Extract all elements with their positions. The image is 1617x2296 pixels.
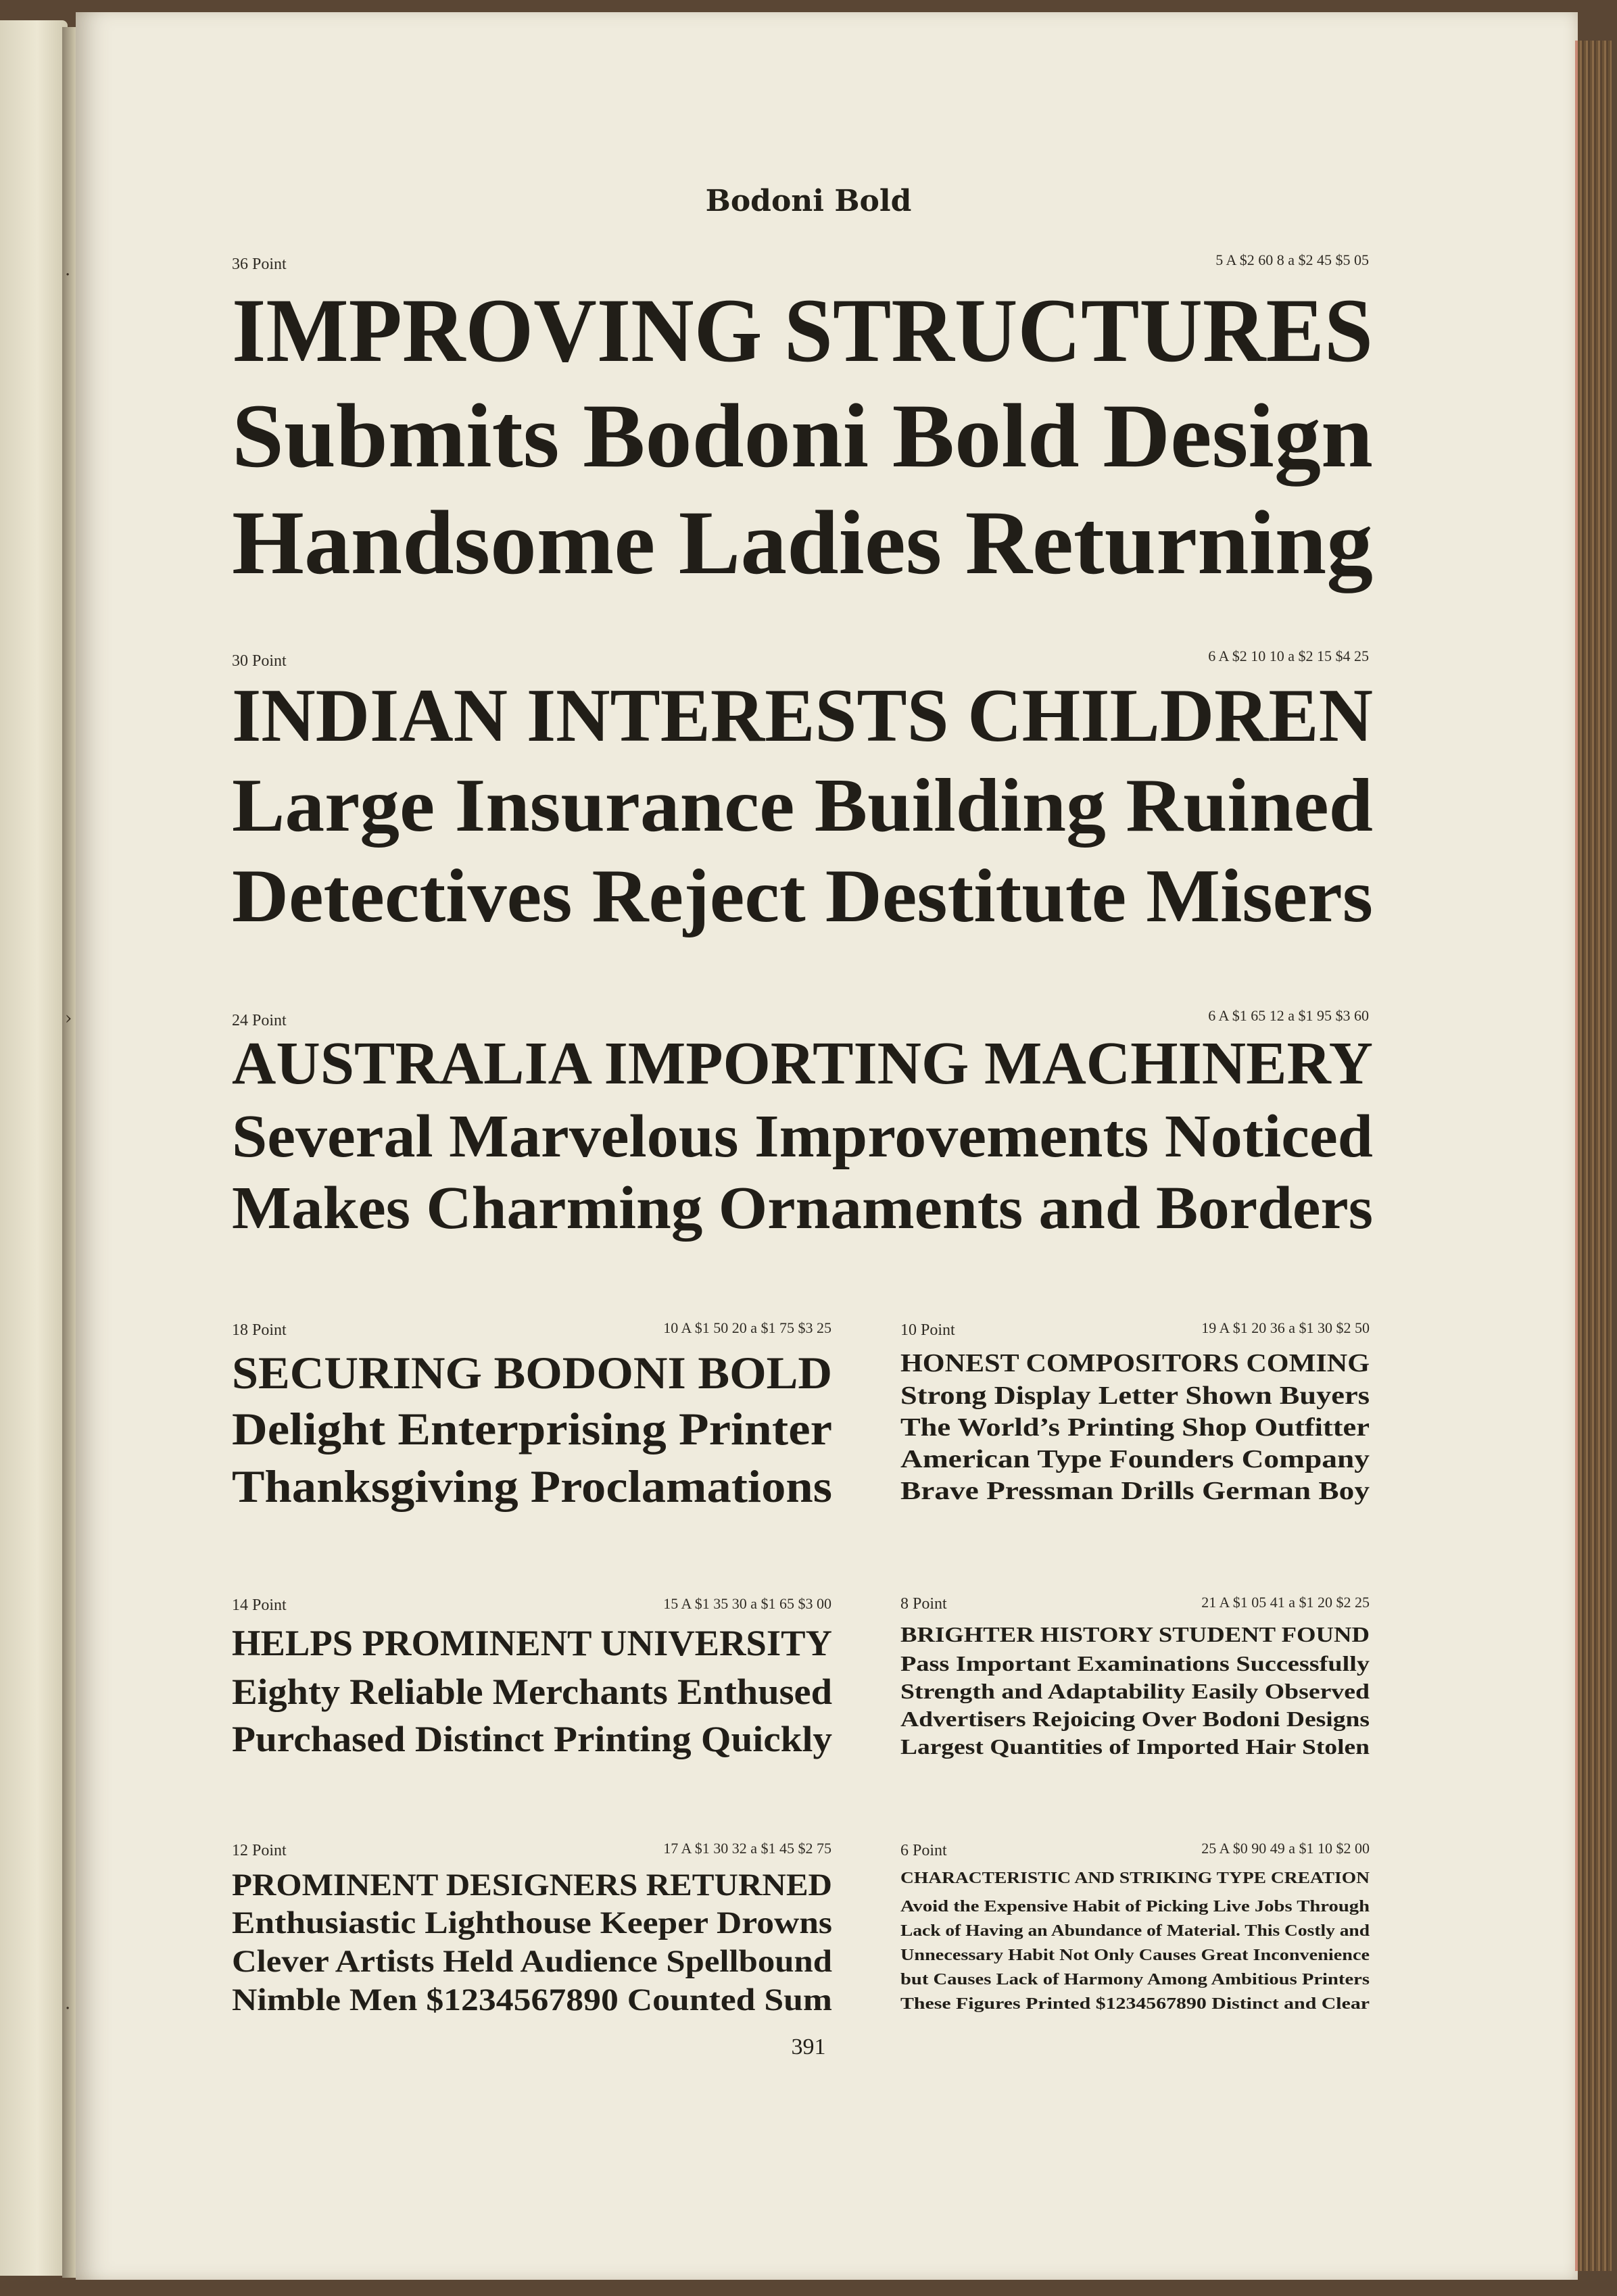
specimen-label: 30 Point bbox=[232, 652, 287, 670]
specimen-line: Detectives Reject Destitute Misers bbox=[232, 854, 1373, 938]
specimen-line: Submits Bodoni Bold Design bbox=[232, 386, 1374, 487]
specimen-line: Clever Artists Held Audience Spellbound bbox=[232, 1944, 832, 1979]
specimen-line: Thanksgiving Proclamations bbox=[232, 1461, 832, 1512]
specimen-line: HELPS PROMINENT UNIVERSITY bbox=[232, 1623, 832, 1663]
specimen-line: HONEST COMPOSITORS COMING bbox=[900, 1349, 1370, 1377]
specimen-label: 6 Point bbox=[900, 1842, 947, 1859]
specimen-line: Brave Pressman Drills German Boy bbox=[900, 1477, 1370, 1505]
specimen-line: Large Insurance Building Ruined bbox=[232, 764, 1373, 848]
specimen-price: 25 A $0 90 49 a $1 10 $2 00 bbox=[1201, 1840, 1370, 1857]
specimen-price: 15 A $1 35 30 a $1 65 $3 00 bbox=[663, 1595, 831, 1612]
page-title: Bodoni Bold bbox=[705, 184, 912, 218]
specimen-line: The World’s Printing Shop Outfitter bbox=[900, 1413, 1370, 1442]
specimen-line: Lack of Having an Abundance of Material. This Costly and bbox=[900, 1922, 1370, 1940]
binding-stitch-mark: · bbox=[65, 1999, 71, 2019]
page-block-edge bbox=[1575, 41, 1612, 2271]
facing-page-edge bbox=[0, 20, 68, 2276]
specimen-line: BRIGHTER HISTORY STUDENT FOUND bbox=[900, 1622, 1370, 1646]
specimen-line: Avoid the Expensive Habit of Picking Live Jobs Through bbox=[900, 1898, 1370, 1915]
specimen-line: Enthusiastic Lighthouse Keeper Drowns bbox=[232, 1905, 832, 1940]
specimen-line: American Type Founders Company bbox=[900, 1445, 1370, 1473]
specimen-line: Delight Enterprising Printer bbox=[232, 1403, 832, 1455]
binding-stitch-mark: › bbox=[65, 1008, 72, 1029]
specimen-label: 12 Point bbox=[232, 1842, 287, 1859]
specimen-price: 21 A $1 05 41 a $1 20 $2 25 bbox=[1201, 1594, 1370, 1611]
specimen-line: Strength and Adaptability Easily Observed bbox=[900, 1679, 1370, 1703]
specimen-line: Strong Display Letter Shown Buyers bbox=[900, 1382, 1370, 1410]
specimen-line: Nimble Men $1234567890 Counted Sum bbox=[232, 1982, 832, 2018]
specimen-line: AUSTRALIA IMPORTING MACHINERY bbox=[232, 1030, 1374, 1097]
specimen-label: 18 Point bbox=[232, 1321, 287, 1339]
specimen-label: 8 Point bbox=[900, 1595, 947, 1613]
specimen-price: 6 A $2 10 10 a $2 15 $4 25 bbox=[1208, 648, 1369, 664]
specimen-line: CHARACTERISTIC AND STRIKING TYPE CREATION bbox=[900, 1870, 1370, 1887]
specimen-line: Purchased Distinct Printing Quickly bbox=[232, 1719, 832, 1759]
specimen-price: 6 A $1 65 12 a $1 95 $3 60 bbox=[1208, 1007, 1369, 1024]
specimen-line: IMPROVING STRUCTURES bbox=[232, 280, 1373, 381]
specimen-line: but Causes Lack of Harmony Among Ambitious Printers bbox=[900, 1971, 1370, 1988]
specimen-line: These Figures Printed $1234567890 Distinct and Clear bbox=[900, 1995, 1370, 2013]
specimen-line: SECURING BODONI BOLD bbox=[232, 1347, 832, 1398]
specimen-line: INDIAN INTERESTS CHILDREN bbox=[232, 674, 1373, 758]
specimen-label: 14 Point bbox=[232, 1596, 287, 1614]
specimen-line: Handsome Ladies Returning bbox=[232, 493, 1373, 593]
page-number: 391 bbox=[791, 2034, 826, 2059]
specimen-price: 19 A $1 20 36 a $1 30 $2 50 bbox=[1201, 1319, 1370, 1336]
specimen-label: 10 Point bbox=[900, 1321, 955, 1339]
specimen-price: 5 A $2 60 8 a $2 45 $5 05 bbox=[1215, 251, 1369, 268]
specimen-label: 24 Point bbox=[232, 1012, 287, 1029]
specimen-line: Eighty Reliable Merchants Enthused bbox=[232, 1671, 832, 1712]
specimen-line: Unnecessary Habit Not Only Causes Great Inconvenience bbox=[900, 1947, 1370, 1964]
specimen-price: 17 A $1 30 32 a $1 45 $2 75 bbox=[663, 1840, 831, 1857]
specimen-line: PROMINENT DESIGNERS RETURNED bbox=[232, 1867, 832, 1903]
specimen-label: 36 Point bbox=[232, 255, 287, 273]
specimen-line: Several Marvelous Improvements Noticed bbox=[232, 1103, 1373, 1170]
specimen-line: Advertisers Rejoicing Over Bodoni Designs bbox=[900, 1707, 1370, 1731]
specimen-line: Largest Quantities of Imported Hair Stolen bbox=[900, 1734, 1370, 1759]
binding-stitch-mark: · bbox=[65, 265, 71, 285]
specimen-line: Makes Charming Ornaments and Borders bbox=[232, 1175, 1373, 1242]
specimen-price: 10 A $1 50 20 a $1 75 $3 25 bbox=[663, 1319, 831, 1336]
specimen-line: Pass Important Examinations Successfully bbox=[900, 1651, 1370, 1676]
